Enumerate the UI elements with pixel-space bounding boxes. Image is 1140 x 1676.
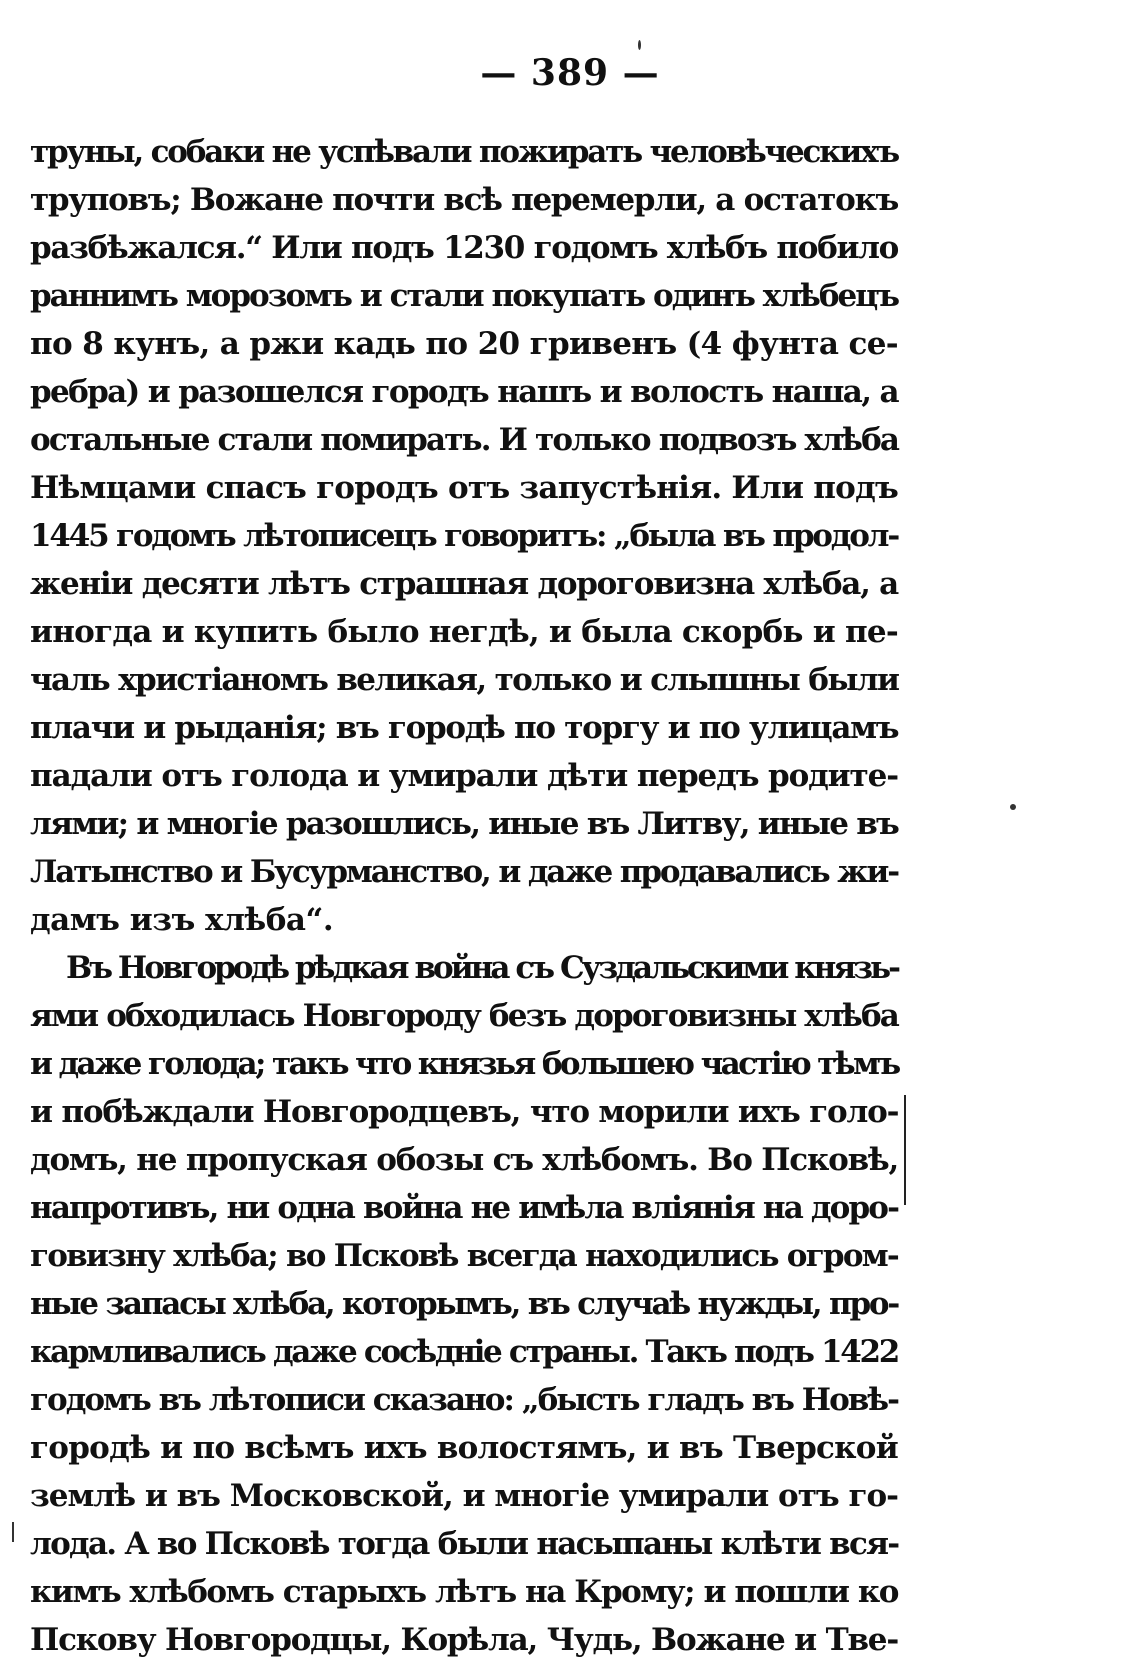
body-text [30,128,898,1664]
text-line: 1445 годомъ лѣтописецъ говоритъ: „была въ продол- [30,518,898,554]
text-line: Нѣмцами спасъ городъ отъ запустѣнія. Или подъ [30,470,898,506]
text-line: по 8 кунъ, а ржи кадь по 20 гривенъ (4 фунта се- [30,326,898,362]
text-line: чаль христіаномъ великая, только и слышны были [30,662,899,698]
text-line: дамъ изъ хлѣба“. [30,902,334,938]
text-line: падали отъ голода и умирали дѣти передъ родите- [30,758,898,794]
text-line: раннимъ морозомъ и стали покупать одинъ хлѣбецъ [30,278,898,314]
text-line: труны, собаки не успѣвали пожирать человѣческихъ [30,134,898,170]
text-line: домъ, не пропуская обозы съ хлѣбомъ. Во Псковѣ, [30,1142,899,1178]
print-speck [638,40,641,50]
text-line: кармливались даже сосѣдніе страны. Такъ подъ 1422 [30,1334,899,1370]
text-line: ями обходилась Новгороду безъ дороговизны хлѣба [30,998,898,1034]
text-line: ребра) и разошелся городъ нашъ и волость наша, а [30,374,898,410]
print-speck [1010,804,1016,810]
text-line: напротивъ, ни одна война не имѣла вліянія на доро- [30,1190,899,1226]
text-line: кимъ хлѣбомъ старыхъ лѣтъ на Крому; и пошли ко [30,1574,898,1610]
text-line: ные запасы хлѣба, которымъ, въ случаѣ нужды, про- [30,1286,899,1322]
margin-pencil-mark [904,1095,910,1205]
edge-speck [12,1522,14,1542]
text-line: иногда и купить было негдѣ, и была скорбь и пе- [30,614,898,650]
text-line: и побѣждали Новгородцевъ, что морили ихъ голо- [30,1094,899,1130]
text-line: Въ Новгородѣ рѣдкая война съ Суздальскими князь- [66,950,898,986]
text-line: остальные стали помирать. И только подвозъ хлѣба [30,422,899,458]
text-line: лода. А во Псковѣ тогда были насыпаны клѣти вся- [30,1526,899,1562]
text-line: и даже голода; такъ что князья большею частію тѣмъ [30,1046,899,1082]
text-line: годомъ въ лѣтописи сказано: „бысть гладъ въ Новѣ- [30,1382,898,1418]
text-line: говизну хлѣба; во Псковѣ всегда находились огром- [30,1238,898,1274]
text-line: разбѣжался.“ Или подъ 1230 годомъ хлѣбъ побило [30,230,898,266]
text-line: плачи и рыданія; въ городѣ по торгу и по улицамъ [30,710,899,746]
text-line: женіи десяти лѣтъ страшная дороговизна хлѣба, а [30,566,898,602]
text-line: городѣ и по всѣмъ ихъ волостямъ, и въ Тверской [30,1430,898,1466]
text-line: Латынство и Бусурманство, и даже продавались жи- [30,854,898,890]
text-line: землѣ и въ Московской, и многіе умирали отъ го- [30,1478,898,1514]
paragraph-1 [30,128,898,944]
text-line: труповъ; Вожане почти всѣ перемерли, а остатокъ [30,182,898,218]
text-line: Пскову Новгородцы, Корѣла, Чудь, Вожане и Тве- [30,1622,898,1658]
page-number: — 389 — [480,52,660,94]
paragraph-2 [30,944,898,1664]
text-line: лями; и многіе разошлись, иные въ Литву, иные въ [30,806,898,842]
